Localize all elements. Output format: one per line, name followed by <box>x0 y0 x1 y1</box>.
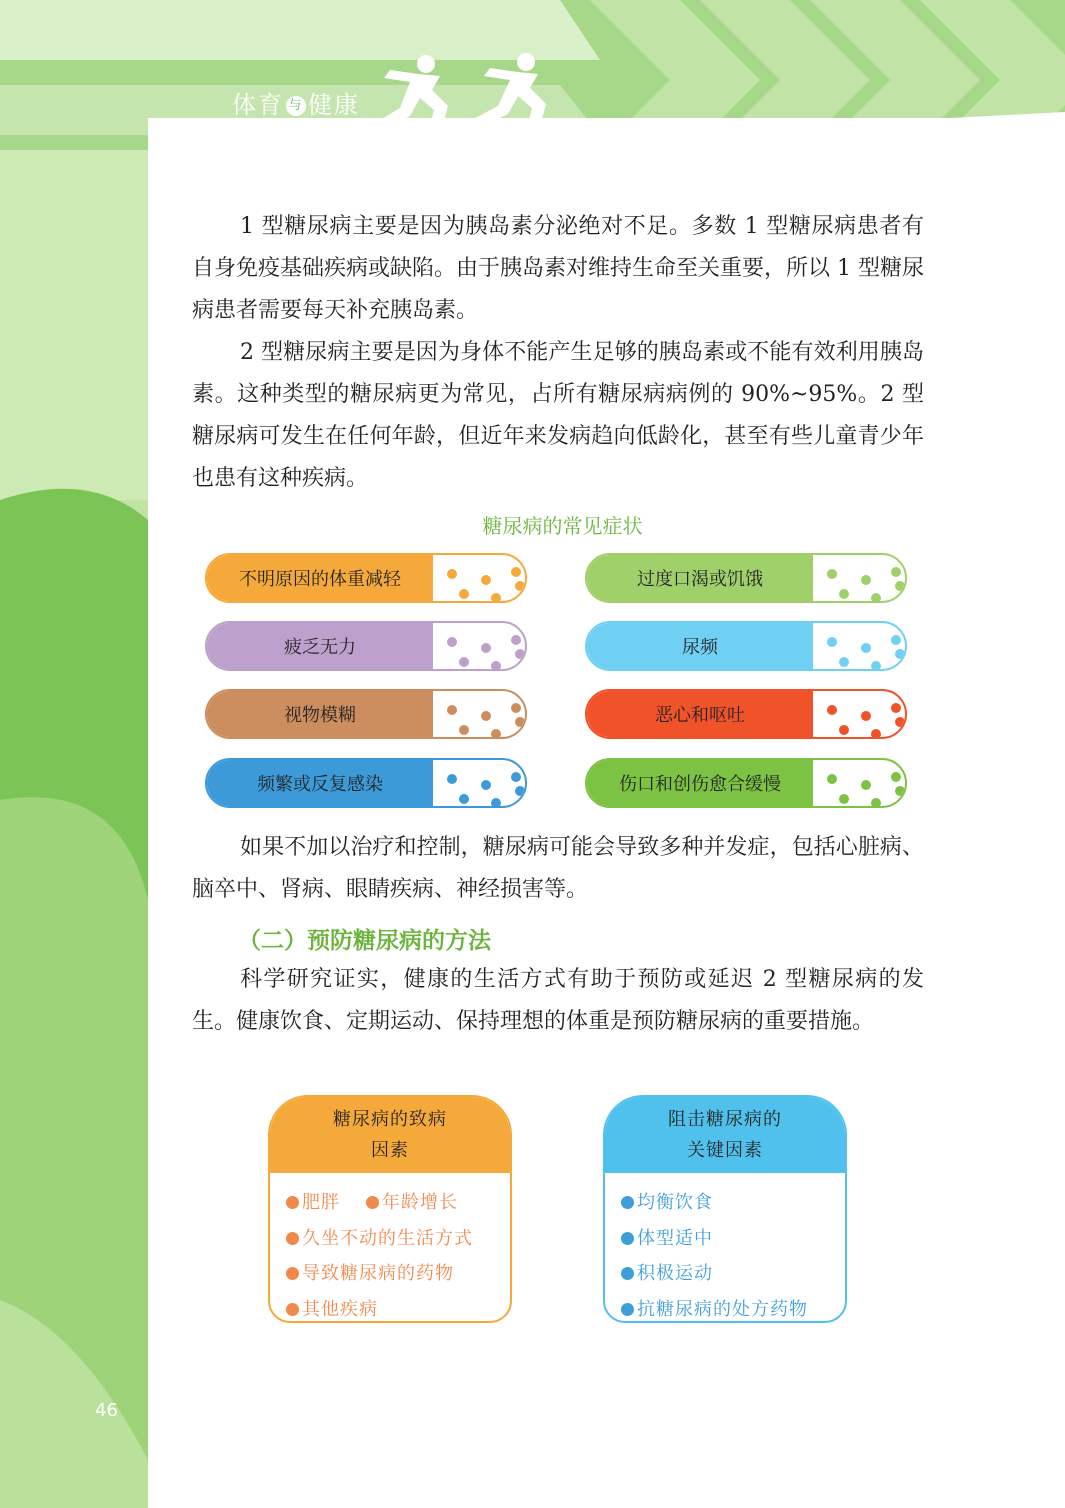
card-prevention-title-line1: 阻击糖尿病的 <box>668 1109 782 1130</box>
dot-icon <box>827 569 837 579</box>
bullet-icon <box>366 1196 379 1209</box>
bullet-icon <box>621 1267 634 1280</box>
header-title-left: 体育 <box>232 91 284 119</box>
card-causes-items <box>286 1185 500 1323</box>
symptom-label: 不明原因的体重减轻 <box>207 555 433 601</box>
symptom-label: 视物模糊 <box>207 691 433 737</box>
card-prevention-header <box>605 1097 845 1173</box>
dot-icon <box>491 729 501 739</box>
header-title-right: 健康 <box>308 91 360 119</box>
dot-icon <box>827 774 837 784</box>
dot-icon <box>511 703 521 713</box>
card-prevention <box>603 1095 847 1323</box>
dot-icon <box>839 794 849 804</box>
symptom-pill <box>585 621 907 671</box>
dot-icon <box>871 593 881 603</box>
header-title-mid: 与 <box>286 96 306 116</box>
symptom-pill <box>205 689 527 739</box>
cause-item: 其他疾病 <box>302 1298 378 1320</box>
symptom-dots <box>813 623 905 669</box>
symptom-pill <box>585 758 907 808</box>
dot-icon <box>459 657 469 667</box>
paragraph-prevention: 科学研究证实，健康的生活方式有助于预防或延迟 2 型糖尿病的发生。健康饮食、定期运动、保持理想的体重是预防糖尿病的重要措施。 <box>192 967 924 1034</box>
dot-icon <box>839 589 849 599</box>
symptom-dots <box>433 555 525 601</box>
dot-icon <box>459 794 469 804</box>
dot-icon <box>871 729 881 739</box>
paragraph-complications: 如果不加以治疗和控制，糖尿病可能会导致多种并发症，包括心脏病、脑卒中、肾病、眼睛疾病、神经损害等。 <box>192 835 924 902</box>
bullet-icon <box>286 1267 299 1280</box>
card-causes <box>268 1095 512 1323</box>
dot-icon <box>515 717 525 727</box>
prevention-item: 积极运动 <box>637 1263 713 1284</box>
cause-item: 导致糖尿病的药物 <box>302 1263 454 1284</box>
paragraph-type2: 2 型糖尿病主要是因为身体不能产生足够的胰岛素或不能有效利用胰岛素。这种类型的糖尿病更为常见，占所有糖尿病病例的 90%~95%。2 型糖尿病可发生在任何年龄，但近年来发病趋向低龄化，甚至有些儿童青少年也患有这种疾病。 <box>192 340 924 491</box>
symptom-label: 过度口渴或饥饿 <box>587 555 813 601</box>
dot-icon <box>861 643 871 653</box>
prevention-item: 体型适中 <box>637 1227 713 1249</box>
dot-icon <box>459 725 469 735</box>
cause-item: 久坐不动的生活方式 <box>302 1227 473 1249</box>
symptom-pill <box>205 758 527 808</box>
dot-icon <box>515 649 525 659</box>
dot-icon <box>447 637 457 647</box>
dot-icon <box>515 581 525 591</box>
cause-item: 年龄增长 <box>382 1192 458 1213</box>
dot-icon <box>515 786 525 796</box>
dot-icon <box>481 575 491 585</box>
dot-icon <box>839 725 849 735</box>
symptom-dots <box>813 691 905 737</box>
dot-icon <box>861 575 871 585</box>
symptom-label: 伤口和创伤愈合缓慢 <box>587 760 813 806</box>
dot-icon <box>447 705 457 715</box>
dot-icon <box>827 637 837 647</box>
dot-icon <box>895 649 905 659</box>
card-prevention-items <box>621 1185 835 1323</box>
dot-icon <box>895 717 905 727</box>
paragraph-type1: 1 型糖尿病主要是因为胰岛素分泌绝对不足。多数 1 型糖尿病患者有自身免疫基础疾病或缺陷。由于胰岛素对维持生命至关重要，所以 1 型糖尿病患者需要每天补充胰岛素。 <box>192 214 924 323</box>
section-title-prevention: （二）预防糖尿病的方法 <box>238 928 491 954</box>
card-causes-title-line1: 糖尿病的致病 <box>333 1109 447 1130</box>
dot-icon <box>891 703 901 713</box>
bullet-icon <box>621 1196 634 1209</box>
bullet-icon <box>286 1232 299 1245</box>
bullet-icon <box>286 1196 299 1209</box>
dot-icon <box>511 635 521 645</box>
dot-icon <box>491 798 501 808</box>
symptom-pill <box>205 621 527 671</box>
dot-icon <box>839 657 849 667</box>
prevention-item: 均衡饮食 <box>637 1192 713 1213</box>
page-number: 46 <box>95 1400 118 1421</box>
dot-icon <box>861 780 871 790</box>
symptom-dots <box>813 760 905 806</box>
symptom-label: 疲乏无力 <box>207 623 433 669</box>
dot-icon <box>459 589 469 599</box>
dot-icon <box>895 786 905 796</box>
dot-icon <box>895 581 905 591</box>
dot-icon <box>891 567 901 577</box>
dot-icon <box>871 661 881 671</box>
dot-icon <box>447 569 457 579</box>
dot-icon <box>891 635 901 645</box>
symptom-dots <box>433 760 525 806</box>
dot-icon <box>491 593 501 603</box>
dot-icon <box>491 661 501 671</box>
symptom-label: 尿频 <box>587 623 813 669</box>
dot-icon <box>511 567 521 577</box>
dot-icon <box>481 643 491 653</box>
dot-icon <box>447 774 457 784</box>
dot-icon <box>861 711 871 721</box>
dot-icon <box>827 705 837 715</box>
bullet-icon <box>286 1303 299 1316</box>
symptoms-title: 糖尿病的常见症状 <box>482 514 643 538</box>
symptom-label: 频繁或反复感染 <box>207 760 433 806</box>
symptom-dots <box>433 691 525 737</box>
symptom-dots <box>813 555 905 601</box>
card-causes-header <box>270 1097 510 1173</box>
bullet-icon <box>621 1232 634 1245</box>
dot-icon <box>481 780 491 790</box>
runners-icon <box>360 48 560 148</box>
prevention-item: 抗糖尿病的处方药物 <box>637 1298 808 1320</box>
symptom-pill <box>585 553 907 603</box>
header-title <box>232 85 360 120</box>
card-causes-title-line2: 因素 <box>371 1140 409 1161</box>
symptom-pill <box>585 689 907 739</box>
cause-item: 肥胖 <box>302 1192 340 1213</box>
dot-icon <box>891 772 901 782</box>
symptom-dots <box>433 623 525 669</box>
symptom-pill <box>205 553 527 603</box>
dot-icon <box>871 798 881 808</box>
dot-icon <box>511 772 521 782</box>
dot-icon <box>481 711 491 721</box>
bullet-icon <box>621 1303 634 1316</box>
symptom-label: 恶心和呕吐 <box>587 691 813 737</box>
card-prevention-title-line2: 关键因素 <box>687 1140 763 1161</box>
